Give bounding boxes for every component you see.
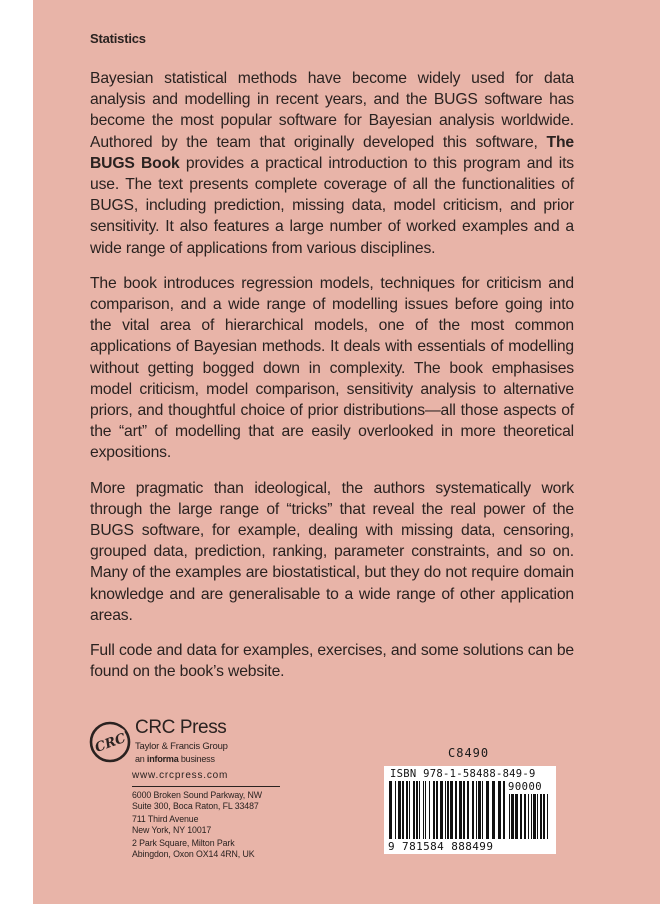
barcode-bar: [436, 781, 438, 839]
book-title: The BUGS Book: [90, 133, 574, 172]
barcode-bar: [528, 794, 529, 839]
address-abingdon: 2 Park Square, Milton Park Abingdon, Oxon OX14 4RN, UK: [132, 838, 255, 859]
category-label: Statistics: [90, 31, 146, 46]
barcode-bar: [413, 781, 415, 839]
addon-barcode: [508, 794, 552, 839]
address-new-york: 711 Third Avenue New York, NY 10017: [132, 814, 212, 835]
barcode-bar: [416, 781, 418, 839]
barcode-bar: [447, 781, 449, 839]
barcode-bar: [445, 781, 446, 839]
barcode-bar: [543, 794, 545, 839]
barcode-bar: [482, 781, 483, 839]
isbn-text: ISBN 978-1-58488-849-9: [390, 768, 536, 780]
barcode-bar: [395, 781, 396, 839]
address-boca-raton: 6000 Broken Sound Parkway, NW Suite 300, Boca Raton, FL 33487: [132, 790, 262, 811]
barcode-bar: [459, 781, 462, 839]
barcode-bar: [423, 781, 424, 839]
publisher-business: an informa business: [135, 754, 215, 764]
blurb-paragraph-3: More pragmatic than ideological, the authors systematically work through the large range of “tricks” that reveal the real power of the BUGS software, for example, dealing with missing data, censoring, grouped data, prediction, ranking, parameter constraints, and so on. Many of the examples are biostatistical, but they do not require domain knowledge and are generalisable to a wide range of other application areas.: [90, 479, 574, 624]
barcode-bar: [478, 781, 481, 839]
barcode-bar: [476, 781, 477, 839]
barcode-bar: [540, 794, 542, 839]
barcode-bar: [520, 794, 522, 839]
barcode-bar: [547, 794, 548, 839]
barcode-bar: [455, 781, 457, 839]
barcode-bar: [425, 781, 426, 839]
publisher-name: CRC Press: [135, 717, 227, 738]
barcode-bar: [433, 781, 435, 839]
barcode-bar: [533, 794, 536, 839]
barcode-bar: [498, 781, 501, 839]
barcode-bar: [492, 781, 495, 839]
ean-barcode: [388, 781, 506, 839]
price-code: 90000: [508, 781, 543, 793]
barcode-bar: [406, 781, 408, 839]
crc-press-logo: [88, 720, 132, 764]
barcode-bar: [515, 794, 518, 839]
blurb-paragraph-1: Bayesian statistical methods have become widely used for data analysis and modelling in recent years, and the BUGS software has become the most popular software for Bayesian analysis worldwide. Authored by the team that originally developed this software, The BUGS Book provides a practical introduction to this program and its use. The text presents complete coverage of all the functionalities of BUGS, including prediction, missing data, model criticism, and prior sensitivity. It also features a large number of worked examples and a wide range of applications from various disciplines.: [90, 70, 574, 257]
barcode-bar: [389, 781, 392, 839]
barcode-box: [384, 766, 556, 854]
barcode-bar: [440, 781, 443, 839]
publisher-group: Taylor & Francis Group: [135, 741, 228, 752]
barcode-bar: [509, 794, 510, 839]
divider: [132, 786, 280, 787]
barcode-bar: [450, 781, 453, 839]
barcode-bar: [409, 781, 410, 839]
barcode-bar: [511, 794, 514, 839]
blurb-paragraph-2: The book introduces regression models, techniques for criticism and comparison, and a wide range of modelling issues before going into the vital area of hierarchical models, one of the most common applications of Bayesian methods. It deals with essentials of modelling without getting bogged down in complexity. The book emphasises model criticism, model comparison, sensitivity analysis to alternative priors, and thoughtful choice of prior distributions—all those aspects of the “art” of modelling that are easily overlooked in more theoretical expositions.: [90, 274, 574, 462]
barcode-bar: [467, 781, 469, 839]
barcode-bar: [486, 781, 489, 839]
blurb-paragraph-4: Full code and data for examples, exercises, and some solutions can be found on the book’s website.: [90, 642, 574, 681]
blurb: [90, 68, 574, 696]
logo-text: CRC: [93, 730, 128, 756]
barcode-bar: [531, 794, 532, 839]
barcode-bar: [429, 781, 430, 839]
barcode-bar: [402, 781, 404, 839]
barcode-bar: [463, 781, 465, 839]
barcode-bar: [472, 781, 474, 839]
barcode-bar: [503, 781, 505, 839]
catalog-code: C8490: [448, 746, 490, 760]
barcode-bar: [419, 781, 420, 839]
barcode-bar: [524, 794, 526, 839]
barcode-bar: [537, 794, 538, 839]
ean-digits: 9 781584 888499: [388, 840, 494, 853]
barcode-bar: [398, 781, 401, 839]
publisher-website: www.crcpress.com: [132, 770, 229, 781]
